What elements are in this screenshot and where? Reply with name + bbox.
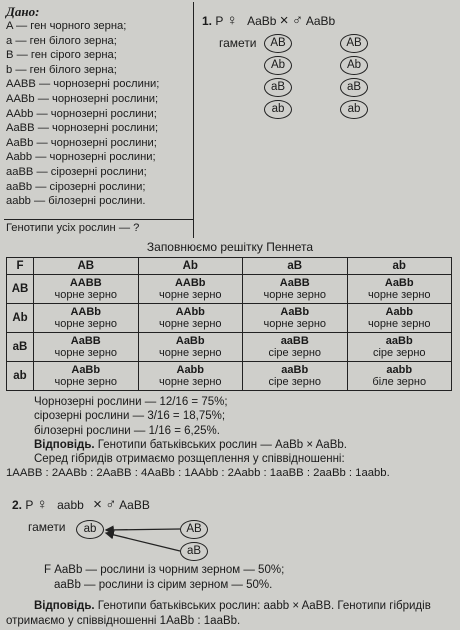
genotype: aaBb — [385, 334, 413, 347]
given-line: aaBb — сірозерні рослини; — [6, 180, 146, 193]
p-label: P — [215, 14, 224, 28]
genotype: AaBb — [175, 334, 205, 347]
given-line: AAbb — чорнозерні рослини; — [6, 107, 157, 120]
phenotype: чорне зерно — [54, 318, 118, 330]
phenotype: сіре зерно — [372, 347, 426, 359]
given-line: B — ген сірого зерна; — [6, 49, 117, 62]
punnett-corner: F — [7, 258, 34, 275]
results-section — [34, 395, 347, 466]
male-symbol: ♂ — [291, 12, 304, 29]
arrow-line — [106, 529, 180, 530]
f-results — [44, 563, 284, 593]
gamete-arrows — [100, 520, 184, 562]
genotype: AABb — [70, 305, 102, 318]
result-grey: сірозерні рослини — 3/16 = 18,75%; — [34, 410, 226, 423]
gamete-circle: AB — [264, 34, 292, 53]
arrow-line — [106, 533, 180, 551]
female-genotype: AaBb — [247, 14, 277, 28]
given-line: a — ген білого зерна; — [6, 34, 117, 47]
phenotype: чорне зерно — [54, 376, 118, 388]
answer-text: Генотипи батьківських рослин: aabb × AaBB. Генотипи гібридів отримаємо у співвідношенні 1AaBb : 1aaBb. — [6, 600, 431, 627]
cross-2 — [12, 496, 150, 513]
genotype: Aabb — [385, 305, 413, 318]
task2-number: 2. — [12, 498, 23, 512]
phenotype: чорне зерно — [158, 376, 222, 388]
table-cell — [243, 333, 348, 362]
answer-1 — [34, 438, 347, 452]
phenotype: чорне зерно — [367, 289, 431, 301]
answer-label: Відповідь. — [34, 438, 95, 451]
row-header: Ab — [7, 304, 34, 333]
given-line: A — ген чорного зерна; — [6, 20, 127, 32]
given-line: b — ген білого зерна; — [6, 63, 117, 76]
table-row — [7, 304, 452, 333]
phenotype: чорне зерно — [158, 289, 222, 301]
result-black: Чорнозерні рослини — 12/16 = 75%; — [34, 396, 228, 408]
given-divider — [4, 219, 194, 220]
phenotype: чорне зерно — [54, 347, 118, 359]
table-cell — [347, 333, 452, 362]
table-cell — [34, 333, 139, 362]
table-row — [7, 275, 452, 304]
answer-label: Відповідь. — [34, 600, 95, 612]
genotype: AaBB — [279, 276, 310, 289]
table-cell — [138, 304, 243, 333]
table-cell — [243, 275, 348, 304]
table-cell — [347, 362, 452, 391]
punnett-table — [6, 257, 452, 391]
p-label: P — [25, 498, 34, 512]
phenotype: сіре зерно — [268, 347, 322, 359]
phenotype: чорне зерно — [263, 289, 327, 301]
ratio-line: 1AABB : 2AABb : 2AaBB : 4AaBb : 1AAbb : 2Aabb : 1aaBB : 2aaBb : 1aabb. — [6, 467, 390, 479]
table-cell — [347, 275, 452, 304]
genotype: AABb — [174, 276, 206, 289]
gamete-circle: Ab — [264, 56, 292, 75]
given-title: Дано: — [6, 4, 40, 19]
genotype: AAbb — [175, 305, 205, 318]
gamete-circle: AB — [180, 520, 208, 539]
row-header: ab — [7, 362, 34, 391]
split-line: Серед гібридів отримаємо розщеплення у співвідношенні: — [34, 453, 345, 466]
column-header: AB — [34, 258, 139, 275]
table-cell — [243, 304, 348, 333]
table-cell — [138, 333, 243, 362]
f-line — [44, 563, 284, 578]
column-header: Ab — [138, 258, 243, 275]
punnett-header-row — [7, 258, 452, 275]
table-cell — [34, 275, 139, 304]
genotype: aaBb — [281, 363, 309, 376]
genotype: AABB — [69, 276, 102, 289]
gamete-circle: ab — [340, 100, 368, 119]
result-white: білозерні рослини — 1/16 = 6,25%. — [34, 424, 220, 437]
female-symbol: ♀ — [36, 496, 48, 513]
male-genotype: AaBb — [305, 14, 336, 28]
table-cell — [34, 304, 139, 333]
gamete-circle: aB — [180, 542, 208, 561]
table-cell — [347, 304, 452, 333]
given-section — [6, 4, 194, 209]
row-header: aB — [7, 333, 34, 362]
genotype: AaBB — [70, 334, 101, 347]
gamete-circle: AB — [340, 34, 368, 53]
given-line: Aabb — чорнозерні рослини; — [6, 151, 156, 164]
phenotype: чорне зерно — [54, 289, 118, 301]
genotype: aaBB — [280, 334, 309, 347]
gametes-label: гамети — [28, 520, 66, 534]
given-line: aaBB — сірозерні рослини; — [6, 165, 147, 178]
genotype: aabb — [386, 363, 413, 376]
answer-text: Генотипи батьківських рослин — AaBb × AaBb. — [94, 438, 347, 451]
vertical-divider — [193, 2, 194, 238]
gamete-circle: ab — [264, 100, 292, 119]
table-row — [7, 362, 452, 391]
female-genotype: aabb — [57, 498, 84, 512]
column-header: aB — [243, 258, 348, 275]
phenotype: біле зерно — [372, 376, 427, 388]
given-line: AaBB — чорнозерні рослини; — [6, 122, 159, 135]
genotype: AaBb — [71, 363, 101, 376]
gametes-label: гамети — [219, 36, 257, 50]
answer-2 — [6, 599, 454, 629]
phenotype: чорне зерно — [158, 347, 222, 359]
column-header: ab — [347, 258, 452, 275]
f-label: F — [44, 564, 52, 576]
punnett-title: Заповнюємо решітку Пеннета — [146, 240, 314, 254]
genotype: AaBb — [384, 276, 414, 289]
f-line-2: aaBb — рослини із сірим зерном — 50%. — [54, 579, 273, 591]
given-line: AABb — чорнозерні рослини; — [6, 92, 159, 105]
gamete-circle: aB — [340, 78, 368, 97]
given-question: Генотипи усіх рослин — ? — [6, 222, 140, 234]
task1-number: 1. — [202, 14, 213, 28]
cross-1 — [202, 12, 335, 29]
cross-symbol: × — [93, 496, 102, 513]
given-line: AABB — чорнозерні рослини; — [6, 78, 160, 91]
table-row — [7, 333, 452, 362]
phenotype: чорне зерно — [367, 318, 431, 330]
cross-symbol: × — [279, 12, 289, 29]
table-cell — [138, 362, 243, 391]
female-symbol: ♀ — [226, 12, 238, 29]
given-line: AaBb — чорнозерні рослини; — [6, 136, 157, 149]
table-cell — [34, 362, 139, 391]
table-cell — [138, 275, 243, 304]
gamete-circle: ab — [76, 520, 104, 539]
f-line-1: AaBb — рослини із чорним зерном — 50%; — [54, 564, 285, 576]
phenotype: чорне зерно — [263, 318, 327, 330]
table-cell — [243, 362, 348, 391]
phenotype: чорне зерно — [158, 318, 222, 330]
genotype: Aabb — [176, 363, 204, 376]
given-line: aabb — білозерні рослини. — [6, 195, 146, 208]
gamete-circle: Ab — [340, 56, 368, 75]
male-symbol: ♂ — [105, 496, 117, 513]
gamete-circle: aB — [264, 78, 292, 97]
genotype: AaBb — [280, 305, 310, 318]
male-genotype: AaBB — [119, 498, 150, 512]
row-header: AB — [7, 275, 34, 304]
phenotype: сіре зерно — [268, 376, 322, 388]
